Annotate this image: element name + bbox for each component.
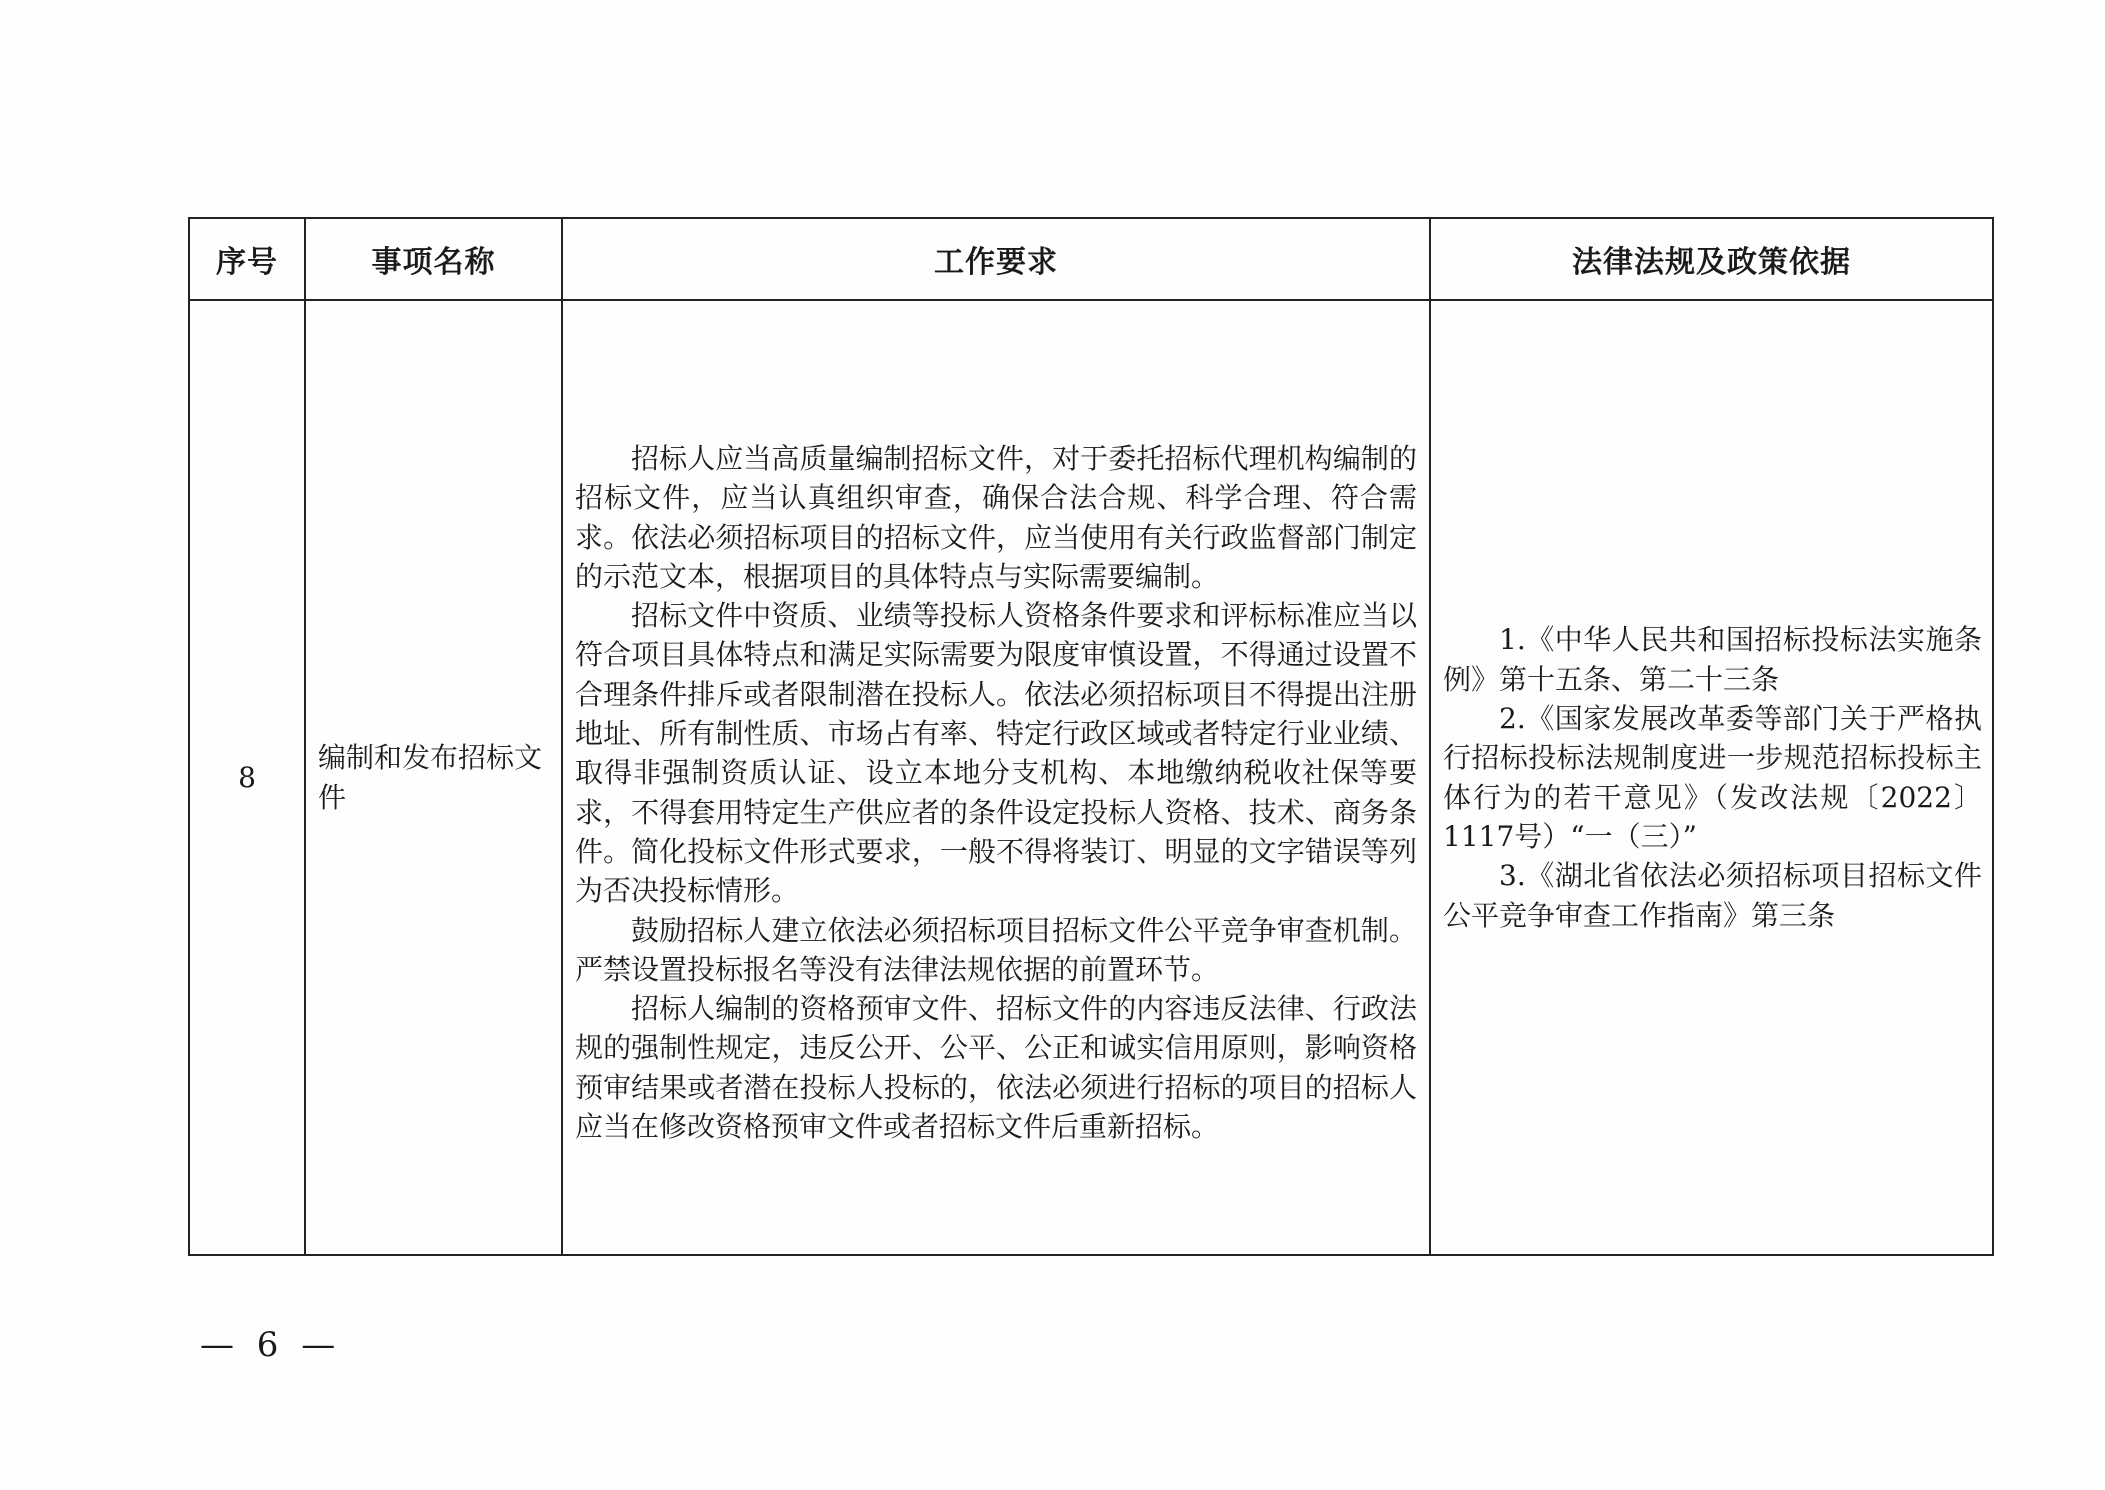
- basis-item: 1.《中华人民共和国招标投标法实施条例》第十五条、第二十三条: [1443, 623, 1982, 696]
- header-legal-basis: 法律法规及政策依据: [1430, 218, 1993, 300]
- basis-item: 2.《国家发展改革委等部门关于严格执行招标投标法规制度进一步规范招标投标主体行为的若干意见》（发改法规〔2022〕1117号）“一（三）”: [1443, 702, 1982, 853]
- page-number: — 6 —: [200, 1325, 342, 1365]
- policy-table: [188, 217, 1994, 1256]
- row-serial-number: 8: [189, 300, 305, 1255]
- header-serial-number: 序号: [189, 218, 305, 300]
- requirement-paragraph: 鼓励招标人建立依法必须招标项目招标文件公平竞争审查机制。严禁设置投标报名等没有法律法规依据的前置环节。: [575, 913, 1417, 986]
- header-work-requirements: 工作要求: [562, 218, 1430, 300]
- requirement-paragraph: 招标人编制的资格预审文件、招标文件的内容违反法律、行政法规的强制性规定，违反公开、公平、公正和诚实信用原则，影响资格预审结果或者潜在投标人投标的，依法必须进行招标的项目的招标人应当在修改资格预审文件或者招标文件后重新招标。: [575, 992, 1417, 1144]
- basis-item: 3.《湖北省依法必须招标项目招标文件公平竞争审查工作指南》第三条: [1443, 859, 1982, 932]
- header-item-name: 事项名称: [305, 218, 562, 300]
- row-item-name: 编制和发布招标文件: [305, 300, 562, 1255]
- requirement-paragraph: 招标文件中资质、业绩等投标人资格条件要求和评标标准应当以符合项目具体特点和满足实际需要为限度审慎设置，不得通过设置不合理条件排斥或者限制潜在投标人。依法必须招标项目不得提出注册地址、所有制性质、市场占有率、特定行政区域或者特定行业业绩、取得非强制资质认证、设立本地分支机构、本地缴纳税收社保等要求，不得套用特定生产供应者的条件设定投标人资格、技术、商务条件。简化投标文件形式要求，一般不得将装订、明显的文字错误等列为否决投标情形。: [575, 599, 1417, 908]
- row-legal-basis: [1430, 300, 1993, 1255]
- table-row: [189, 300, 1993, 1255]
- table-header-row: [189, 218, 1993, 300]
- requirement-paragraph: 招标人应当高质量编制招标文件，对于委托招标代理机构编制的招标文件，应当认真组织审查，确保合法合规、科学合理、符合需求。依法必须招标项目的招标文件，应当使用有关行政监督部门制定的示范文本，根据项目的具体特点与实际需要编制。: [575, 442, 1417, 593]
- row-work-requirements: [562, 300, 1430, 1255]
